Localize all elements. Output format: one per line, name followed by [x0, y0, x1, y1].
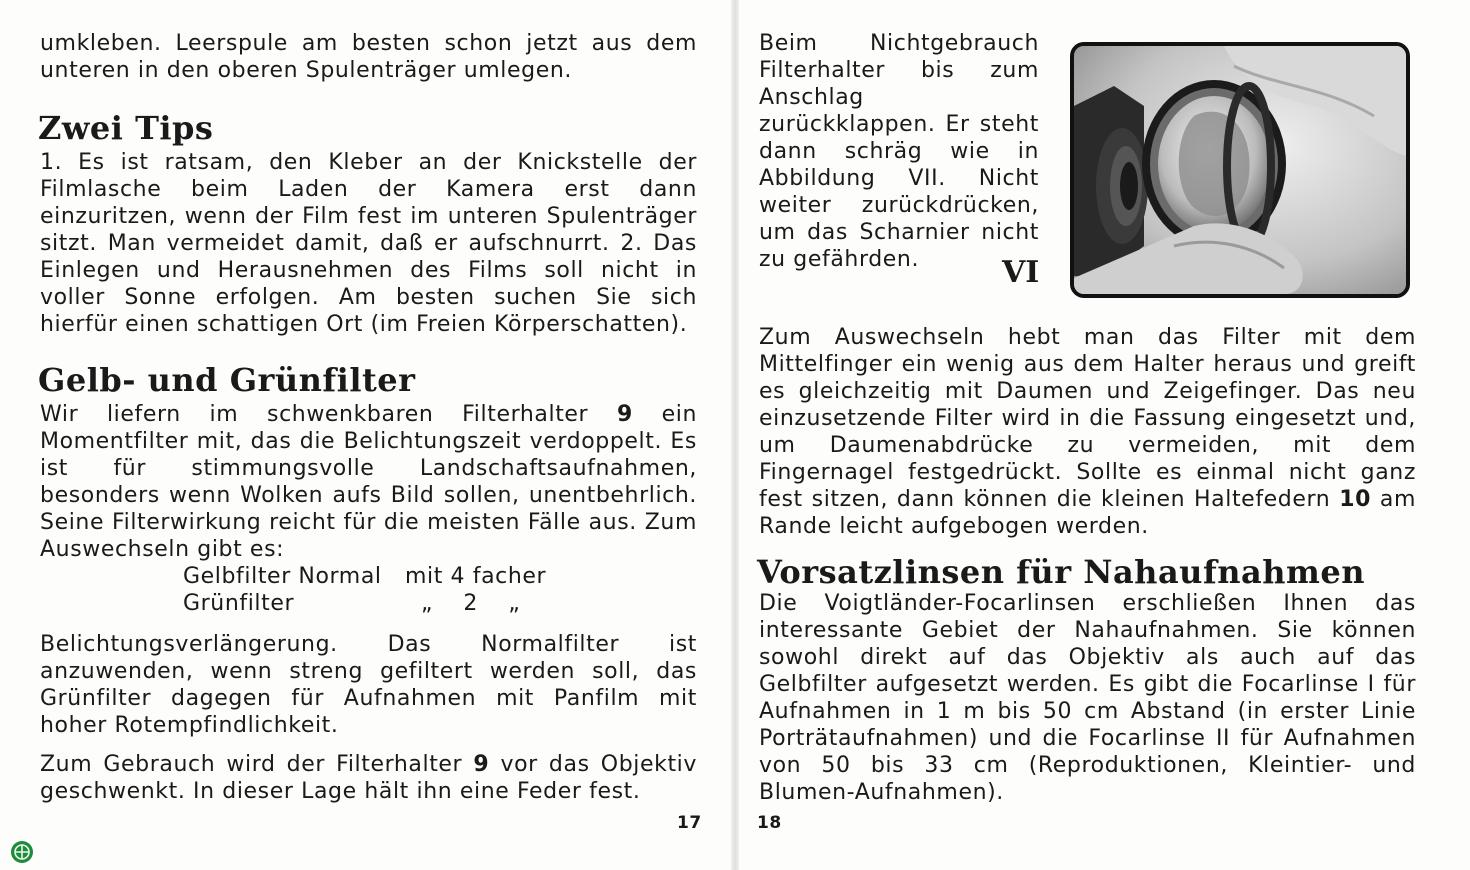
filters-text-b: ein Momentfilter mit, das die Belichtungszeit verdoppelt. Es ist für stimmungsvolle Landschaftsaufnahmen, besonders wenn Wolken aufs Bild sollen, unentbehrlich. Seine Filterwirkung reicht für die meisten Fälle aus. Zum Auswechseln gibt es: [40, 402, 698, 562]
swap-text-b: am Rande leicht aufgebogen werden. [759, 487, 1417, 539]
usage-text-a: Zum Gebrauch wird der Filterhalter [40, 752, 463, 777]
hand-holding-filter-photo [1070, 42, 1410, 298]
heading-vorsatzlinsen: Vorsatzlinsen für Nahaufnahmen [757, 553, 1365, 591]
spring-ref: 10 [1339, 487, 1372, 512]
usage-text-b: vor das Objektiv geschwenkt. In dieser Lage hält ihn eine Feder fest. [40, 752, 698, 804]
swap-text-a: Zum Auswechseln hebt man das Filter mit dem Mittelfinger ein wenig aus dem Halter heraus und greift es gleichzeitig mit Daumen und Zeigefinger. Das neu einzusetzende Filter wird in die Fassung eingesetzt und, um Daumenabdrücke zu vermeiden, mit dem Fingernagel festgedrückt. Sollte es einmal nicht ganz fest sitzen, dann können die kleinen Haltefedern [759, 325, 1416, 512]
lenses-paragraph: Die Voigtländer-Focarlinsen erschließen Ihnen das interessante Gebiet der Nahaufnahmen. Sie können sowohl direkt auf das Objektiv als auch auf das Gelbfilter aufgesetzt werden. Es gibt die Focarlinse I für Aufnahmen in 1 m bis 50 cm Abstand (in erster Linie Porträtaufnahmen) und die Focarlinse II für Aufnahmen von 50 bis 33 cm (Reproduktionen, Kleintier- und Blumen-Aufnahmen). [759, 591, 1416, 805]
usage-paragraph [40, 751, 697, 805]
globe-stamp-icon [10, 840, 34, 864]
filter-holder-ref: 9 [616, 402, 633, 427]
figure-label: VI [1002, 255, 1040, 290]
photo-illustration [1074, 46, 1406, 294]
tips-paragraph: 1. Es ist ratsam, den Kleber an der Knickstelle der Filmlasche beim Laden der Kamera erst dann einzuritzen, wenn der Film fest im unteren Spulenträger sitzt. Man vermeidet damit, daß er aufschnurrt. 2. Das Einlegen und Herausnehmen des Films soll nicht in voller Sonne erfolgen. Am besten suchen Sie sich hierfür einen schattigen Ort (im Freien Körperschatten). [40, 150, 697, 337]
caption-paragraph: Beim Nichtgebrauch Filterhalter bis zum Anschlag zurückklappen. Er steht dann schräg wie in Abbildung VII. Nicht weiter zurückdrücken, um das Scharnier nicht zu gefährden. [759, 31, 1039, 272]
heading-zwei-tips: Zwei Tips [38, 109, 214, 147]
page-number-18: 18 [757, 813, 782, 833]
exposure-paragraph: Belichtungsverlängerung. Das Normalfilter ist anzuwenden, wenn streng gefiltert werden soll, das Grünfilter dagegen für Aufnahmen mit Panfilm mit hoher Rotempfindlichkeit. [40, 632, 697, 738]
filter-name-green: Grünfilter [183, 591, 295, 616]
swap-paragraph [759, 324, 1416, 540]
page-number-17: 17 [677, 813, 702, 833]
intro-paragraph: umkleben. Leerspule am besten schon jetzt aus dem unteren in den oberen Spulenträger umlegen. [40, 31, 697, 83]
filters-paragraph [40, 401, 697, 563]
heading-gelb-gruenfilter: Gelb- und Grünfilter [38, 361, 416, 399]
usage-ref: 9 [473, 752, 490, 777]
filter-value-yellow: mit 4 facher [405, 564, 547, 589]
filter-name-yellow: Gelbfilter Normal [183, 564, 382, 589]
filters-text-a: Wir liefern im schwenkbaren Filterhalter [40, 402, 589, 427]
filter-value-green: „ 2 „ [421, 591, 532, 616]
